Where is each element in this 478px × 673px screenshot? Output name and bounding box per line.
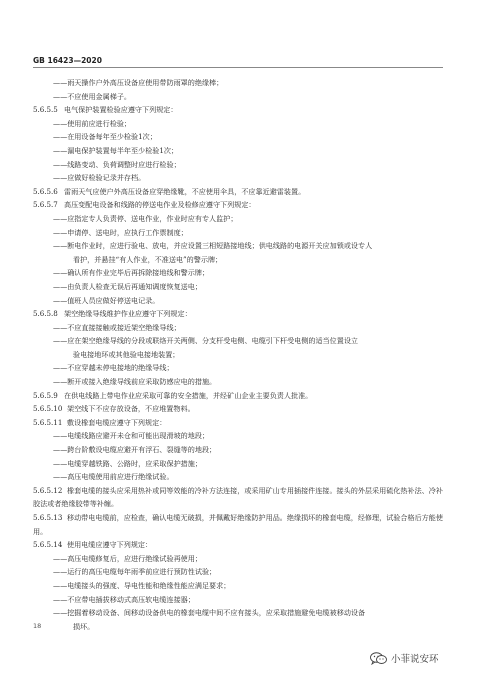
clause-text: 雷雨天气应使户外高压设备应穿绝缘靴，不应使用伞具，不应靠近避雷装置。 [64, 186, 306, 196]
clause-item [33, 511, 447, 538]
clause-number: 5.6.5.13 [33, 513, 63, 522]
list-item: ——应在架空绝缘导线的分段或联络开关两侧、分支杆受电侧、电缆引下杆受电侧的适当位置设立 [53, 336, 359, 346]
list-item-continuation: 看护，并悬挂“有人作业，不准送电”的警示牌； [73, 254, 223, 264]
clause-number: 5.6.5.6 [33, 186, 58, 196]
list-item: ——运行的高压电缆每年雨季前应进行预防性试验； [53, 567, 217, 577]
clause-text: 高压变配电设备和线路的停送电作业及检修应遵守下列规定： [64, 200, 256, 210]
clause-number: 5.6.5.7 [33, 200, 58, 210]
clause-number: 5.6.5.9 [33, 390, 58, 400]
list-item: ——不应直接接触或接近架空绝缘导线； [53, 322, 181, 332]
clause-number: 5.6.5.11 [33, 417, 63, 427]
clause-number: 5.6.5.12 [33, 485, 63, 495]
list-item: ——跨台阶敷设电缆应避开有浮石、裂缝等的地段； [53, 445, 217, 455]
clause-text: 橡套电缆的接头应采用热补或同等效能的冷补方法连接，或采用矿山专用插接件连接。接头的外层采用硫化热补法、冷补胶法或者绝缘胶带等补缠。 [33, 485, 443, 509]
clause-item [33, 307, 447, 321]
clause-item [33, 416, 447, 430]
list-item: ——值班人员应做好停送电记录。 [53, 295, 160, 305]
header-rule [33, 67, 443, 68]
clause-number: 5.6.5.14 [33, 540, 63, 550]
list-item: ——应指定专人负责停、送电作业，作业时应有专人监护； [53, 213, 238, 223]
list-item: ——高压电缆修复后，应进行绝缘试验再使用； [53, 553, 202, 563]
list-item: ——由负责人检查无误后再通知调度恢复送电； [53, 281, 202, 291]
clause-number: 5.6.5.10 [33, 404, 63, 414]
list-item: ——电缆穿越铁路、公路时，应采取保护措施； [53, 458, 202, 468]
watermark [370, 651, 439, 665]
list-item: ——断开或接入绝缘导线前应采取防感应电的措施。 [53, 377, 217, 387]
clause-text: 使用电缆应遵守下列规定： [67, 540, 153, 550]
clause-item [33, 103, 447, 117]
list-item: ——断电作业时，应进行验电、放电，并应设置三相短路接地线；供电线路的电源开关应加锁或设专人 [53, 241, 373, 251]
list-item: ——线路变动、负荷调整时应进行检验； [53, 159, 181, 169]
wechat-icon [370, 652, 387, 665]
clause-number: 5.6.5.8 [33, 309, 58, 319]
clause-text: 电气保护装置检验应遵守下列规定： [64, 105, 178, 115]
list-item: ——申请停、送电时，应执行工作票制度； [53, 227, 188, 237]
list-item: ——使用前应进行检验； [53, 118, 132, 128]
list-item: ——电缆接头的强度、导电性能和绝缘性能应满足要求； [53, 580, 231, 590]
list-item-continuation: 验电接地环或其他验电接地装置； [73, 349, 180, 359]
list-item: ——确认所有作业完毕后再拆除接地线和警示牌； [53, 268, 210, 278]
clause-text: 架空线下不应存放设备，不应堆置物料。 [67, 404, 195, 414]
clause-text: 架空绝缘导线维护作业应遵守下列规定： [64, 309, 192, 319]
list-item: ——不应带电插拔移动式高压软电缆连接器； [53, 594, 195, 604]
list-item: ——不应穿越未停电接地的绝缘导线； [53, 363, 174, 373]
list-item: ——挖掘着移动设备、间移动设备供电的橡套电缆中间不应有接头，应采取措施避免电缆被移动设备 [53, 608, 366, 618]
clause-item [33, 185, 447, 199]
clause-item [33, 484, 447, 511]
page-number: 18 [33, 622, 42, 630]
clause-text: 在供电线路上带电作业应采取可靠的安全措施，并经矿山企业主要负责人批准。 [64, 390, 313, 400]
list-item-continuation: 损坏。 [73, 621, 95, 631]
list-item: ——在用设备每年至少检验1次； [53, 132, 157, 142]
watermark-text: 小菲说安环 [391, 654, 439, 665]
clause-text: 移动带电电缆前，应检查，确认电缆无破损，并佩戴好绝缘防护用品。绝缘损坏的橡套电缆，经修理，试验合格后方能使用。 [33, 513, 443, 536]
clause-item [33, 402, 447, 416]
document-body [33, 76, 447, 633]
clause-item [33, 538, 447, 552]
clause-number: 5.6.5.5 [33, 105, 58, 115]
list-item: ——应做好检验记录并存档。 [53, 173, 146, 183]
clause-text: 敷设橡套电缆应遵守下列规定： [67, 417, 167, 427]
list-item: ——不应使用金属梯子。 [53, 91, 132, 101]
list-item: ——高压电缆使用前应进行绝缘试验。 [53, 472, 174, 482]
clause-item [33, 389, 447, 403]
standard-code: GB 16423—2020 [33, 56, 102, 65]
list-item: ——电缆线路应避开未仓和可能出现滑坡的地段； [53, 431, 210, 441]
list-item: ——雨天操作户外高压设备应使用带防雨罩的绝缘棒； [53, 78, 224, 87]
list-item: ——漏电保护装置每半年至少检验1次； [53, 145, 179, 155]
clause-item [33, 198, 447, 212]
